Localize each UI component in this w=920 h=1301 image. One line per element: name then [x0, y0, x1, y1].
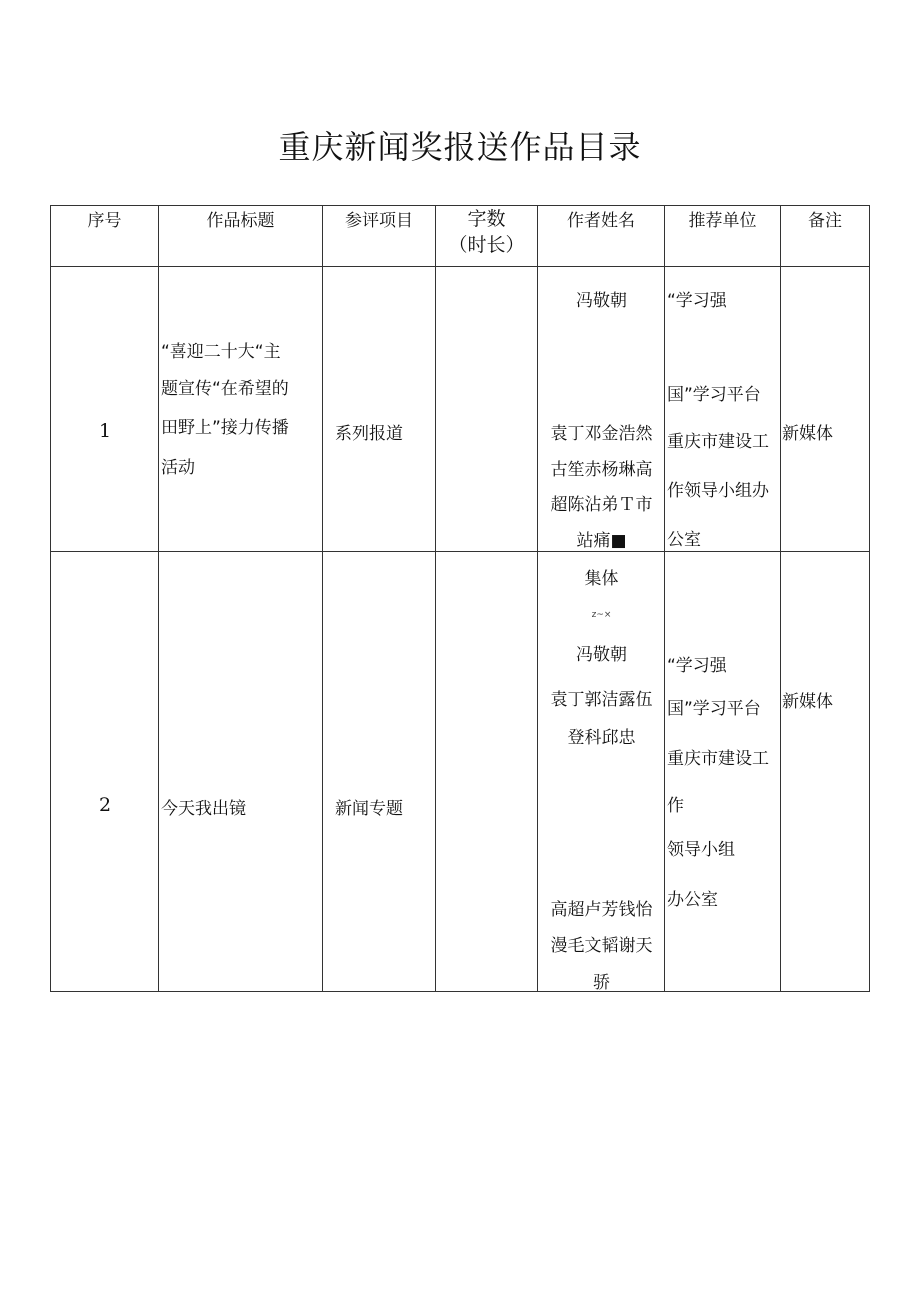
catalog-table: [50, 205, 870, 992]
author-line: 冯敬朝: [576, 291, 627, 311]
table-header-row: [51, 206, 870, 267]
unit-line: 作领导小组办: [667, 481, 769, 501]
page-title: 重庆新闻奖报送作品目录: [278, 128, 642, 166]
author-line: 袁丁郭洁露伍: [550, 690, 653, 710]
author-line: 古笙赤杨琳高: [550, 460, 653, 480]
unit-line: 作: [667, 796, 684, 816]
unit-line: “学习强: [667, 291, 727, 311]
unit-line: 办公室: [667, 890, 718, 910]
remark-text: 新媒体: [782, 692, 833, 712]
unit-line: 国”学习平台: [667, 699, 761, 719]
author-line: 集体: [584, 569, 619, 589]
row-number: 1: [98, 420, 112, 442]
header-unit: 推荐单位: [665, 206, 781, 267]
author-line: 高超卢芳钱怡: [550, 900, 653, 920]
author-line: 登科邱忠: [567, 728, 636, 748]
work-title-line: “喜迎二十大“主: [161, 342, 281, 362]
author-line: 超陈沾弟Ｔ市: [550, 495, 653, 515]
author-line: 冯敬朝: [576, 645, 627, 665]
unit-line: 重庆市建设工: [667, 749, 769, 769]
author-line: 袁丁邓金浩然: [550, 424, 653, 444]
table-row: [51, 552, 870, 992]
header-author: 作者姓名: [538, 206, 665, 267]
unit-line: 国”学习平台: [667, 385, 761, 405]
work-title-line: 田野上”接力传播: [161, 418, 289, 438]
unit-line: 重庆市建设工: [667, 432, 769, 452]
header-remark: 备注: [781, 206, 870, 267]
category-text: 新闻专题: [335, 799, 403, 819]
unit-line: 公室: [667, 530, 701, 550]
author-line: 站痛■: [576, 531, 627, 551]
author-line: 骄: [593, 973, 610, 993]
unit-line: “学习强: [667, 656, 727, 676]
header-length: [436, 206, 538, 267]
remark-text: 新媒体: [782, 424, 833, 444]
header-length-line1: 字数: [467, 208, 506, 230]
header-length-line2: （时长）: [448, 234, 525, 256]
header-category: 参评项目: [323, 206, 436, 267]
work-title-line: 今天我出镜: [161, 799, 246, 819]
header-work-title: 作品标题: [159, 206, 323, 267]
table-row: [51, 267, 870, 552]
header-no: 序号: [51, 206, 159, 267]
work-title-line: 活动: [161, 458, 195, 478]
unit-line: 领导小组: [667, 840, 735, 860]
author-line: 漫毛文韬谢天: [550, 936, 653, 956]
category-text: 系列报道: [335, 424, 403, 444]
length-cell: [436, 552, 538, 992]
row-number: 2: [98, 794, 112, 816]
author-line: z~×: [591, 610, 612, 620]
length-cell: [436, 267, 538, 552]
work-title-line: 题宣传“在希望的: [161, 379, 289, 399]
